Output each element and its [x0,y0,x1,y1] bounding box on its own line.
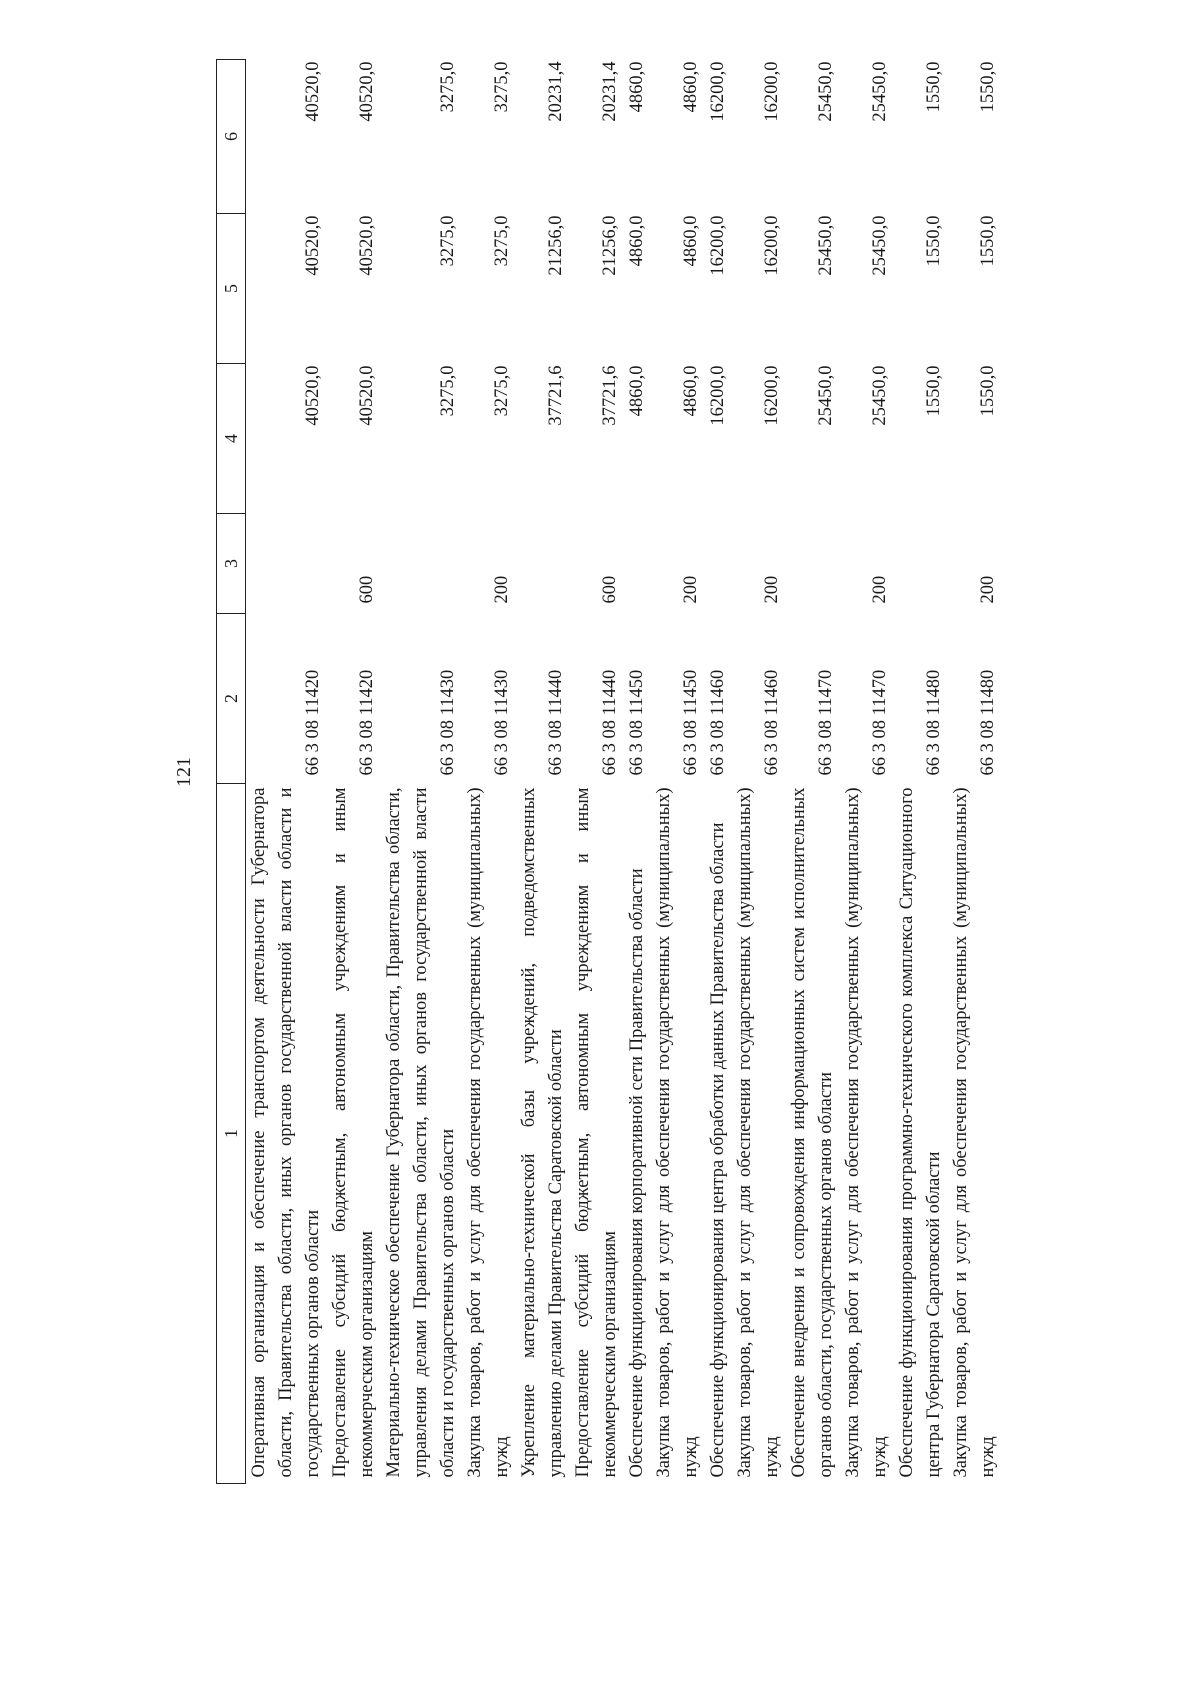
row-type [894,514,948,614]
table-row [246,60,328,1484]
row-code: 66 3 08 11430 [438,669,458,776]
row-value-5: 40520,0 [357,215,377,276]
budget-table [216,59,1004,1484]
row-value-5: 16200,0 [708,215,728,276]
row-name: Обеспечение функционирования центра обработки данных Правительства области [708,822,728,1478]
table-header-row [217,60,246,1484]
row-code: 66 3 08 11420 [303,669,323,776]
row-value-4: 1550,0 [924,365,944,417]
row-type: 600 [357,575,377,604]
row-value-4: 25450,0 [870,365,890,426]
row-value-5: 40520,0 [303,215,323,276]
row-value-4: 4860,0 [627,365,647,417]
rotated-sheet [166,60,1170,1484]
row-code: 66 3 08 11420 [357,669,377,776]
row-type: 200 [870,575,890,604]
row-value-4: 40520,0 [357,365,377,426]
row-name: Закупка товаров, работ и услуг для обеспечения государственных (муниципальных) нужд [735,787,782,1478]
row-type [624,514,651,614]
table-row [516,60,570,1484]
row-code: 66 3 08 11470 [816,669,836,776]
row-value-5: 4860,0 [627,215,647,267]
row-code: 66 3 08 11480 [924,669,944,776]
row-value-5: 25450,0 [870,215,890,276]
row-type: 200 [681,575,701,604]
sheet-content [166,60,1170,1484]
row-type [705,514,732,614]
row-value-6: 20231,4 [546,61,566,122]
row-value-6: 16200,0 [762,61,782,122]
row-name: Предоставление субсидий бюджетным, автономным учреждениям и иным некоммерческим организациям [330,787,377,1478]
table-row [732,60,786,1484]
row-value-5: 16200,0 [762,215,782,276]
header-col-3: 3 [217,514,246,614]
table-row [624,60,651,1484]
row-value-6: 4860,0 [627,61,647,113]
row-type [786,514,840,614]
row-name: Обеспечение функционирования корпоративной сети Правительства области [627,868,647,1478]
row-code: 66 3 08 11430 [492,669,512,776]
row-value-6: 1550,0 [924,61,944,113]
row-value-6: 4860,0 [681,61,701,113]
row-type: 200 [762,575,782,604]
row-value-5: 21256,0 [600,215,620,276]
row-type: 200 [978,575,998,604]
row-type [516,514,570,614]
row-value-5: 1550,0 [924,215,944,267]
row-value-4: 1550,0 [978,365,998,417]
row-value-6: 20231,4 [600,61,620,122]
row-value-6: 25450,0 [816,61,836,122]
row-name: Обеспечение функционирования программно-технического комплекса Ситуационного центра Губернатора Саратовской области [897,787,944,1478]
row-value-6: 3275,0 [492,61,512,113]
table-row [570,60,624,1484]
table-row [948,60,1004,1484]
row-value-4: 16200,0 [762,365,782,426]
row-type [246,514,328,614]
table-row [705,60,732,1484]
row-value-4: 25450,0 [816,365,836,426]
row-type [381,514,462,614]
row-value-4: 16200,0 [708,365,728,426]
row-value-6: 1550,0 [978,61,998,113]
row-value-5: 25450,0 [816,215,836,276]
row-name: Предоставление субсидий бюджетным, автономным учреждениям и иным некоммерческим организациям [573,787,620,1478]
row-code: 66 3 08 11460 [708,669,728,776]
row-code: 66 3 08 11440 [600,669,620,776]
row-code: 66 3 08 11450 [627,669,647,776]
table-row [786,60,840,1484]
row-value-4: 37721,6 [600,365,620,426]
row-name: Обеспечение внедрения и сопровождения информационных систем исполнительных органов области, государственных органов области [789,787,836,1478]
table-row [381,60,462,1484]
header-col-5: 5 [217,214,246,364]
row-name: Материально-техническое обеспечение Губернатора области, Правительства области, управления делами Правительства области, иных органов государственной власти области и государственных органов области [384,787,458,1478]
row-value-6: 40520,0 [303,61,323,122]
row-value-4: 37721,6 [546,365,566,426]
header-col-6: 6 [217,60,246,214]
row-name: Закупка товаров, работ и услуг для обеспечения государственных (муниципальных) нужд [951,787,998,1478]
row-value-6: 16200,0 [708,61,728,122]
table-row [327,60,381,1484]
row-value-4: 4860,0 [681,365,701,417]
row-code: 66 3 08 11450 [681,669,701,776]
row-value-6: 40520,0 [357,61,377,122]
row-name: Укрепление материально-технической базы учреждений, подведомственных управлению делами Правительства Саратовской области [519,787,566,1478]
table-row [840,60,894,1484]
row-value-6: 25450,0 [870,61,890,122]
row-value-4: 3275,0 [438,365,458,417]
row-value-4: 3275,0 [492,365,512,417]
row-name: Закупка товаров, работ и услуг для обеспечения государственных (муниципальных) нужд [465,787,512,1478]
header-col-2: 2 [217,614,246,784]
row-value-4: 40520,0 [303,365,323,426]
table-row [894,60,948,1484]
row-code: 66 3 08 11440 [546,669,566,776]
table-body [246,60,1005,1484]
table-row [651,60,705,1484]
row-name: Закупка товаров, работ и услуг для обеспечения государственных (муниципальных) нужд [843,787,890,1478]
row-value-5: 3275,0 [492,215,512,267]
row-value-5: 4860,0 [681,215,701,267]
page-number: 121 [173,757,195,787]
row-value-6: 3275,0 [438,61,458,113]
row-code: 66 3 08 11460 [762,669,782,776]
row-code: 66 3 08 11470 [870,669,890,776]
row-code: 66 3 08 11480 [978,669,998,776]
header-col-4: 4 [217,364,246,514]
row-name: Оперативная организация и обеспечение транспортом деятельности Губернатора области, Правительства области, иных органов государственной власти области и государственных органов области [249,787,323,1478]
row-value-5: 21256,0 [546,215,566,276]
row-value-5: 1550,0 [978,215,998,267]
row-type: 600 [600,575,620,604]
row-type: 200 [492,575,512,604]
row-value-5: 3275,0 [438,215,458,267]
table-row [462,60,516,1484]
header-col-1: 1 [217,784,246,1484]
row-name: Закупка товаров, работ и услуг для обеспечения государственных (муниципальных) нужд [654,787,701,1478]
